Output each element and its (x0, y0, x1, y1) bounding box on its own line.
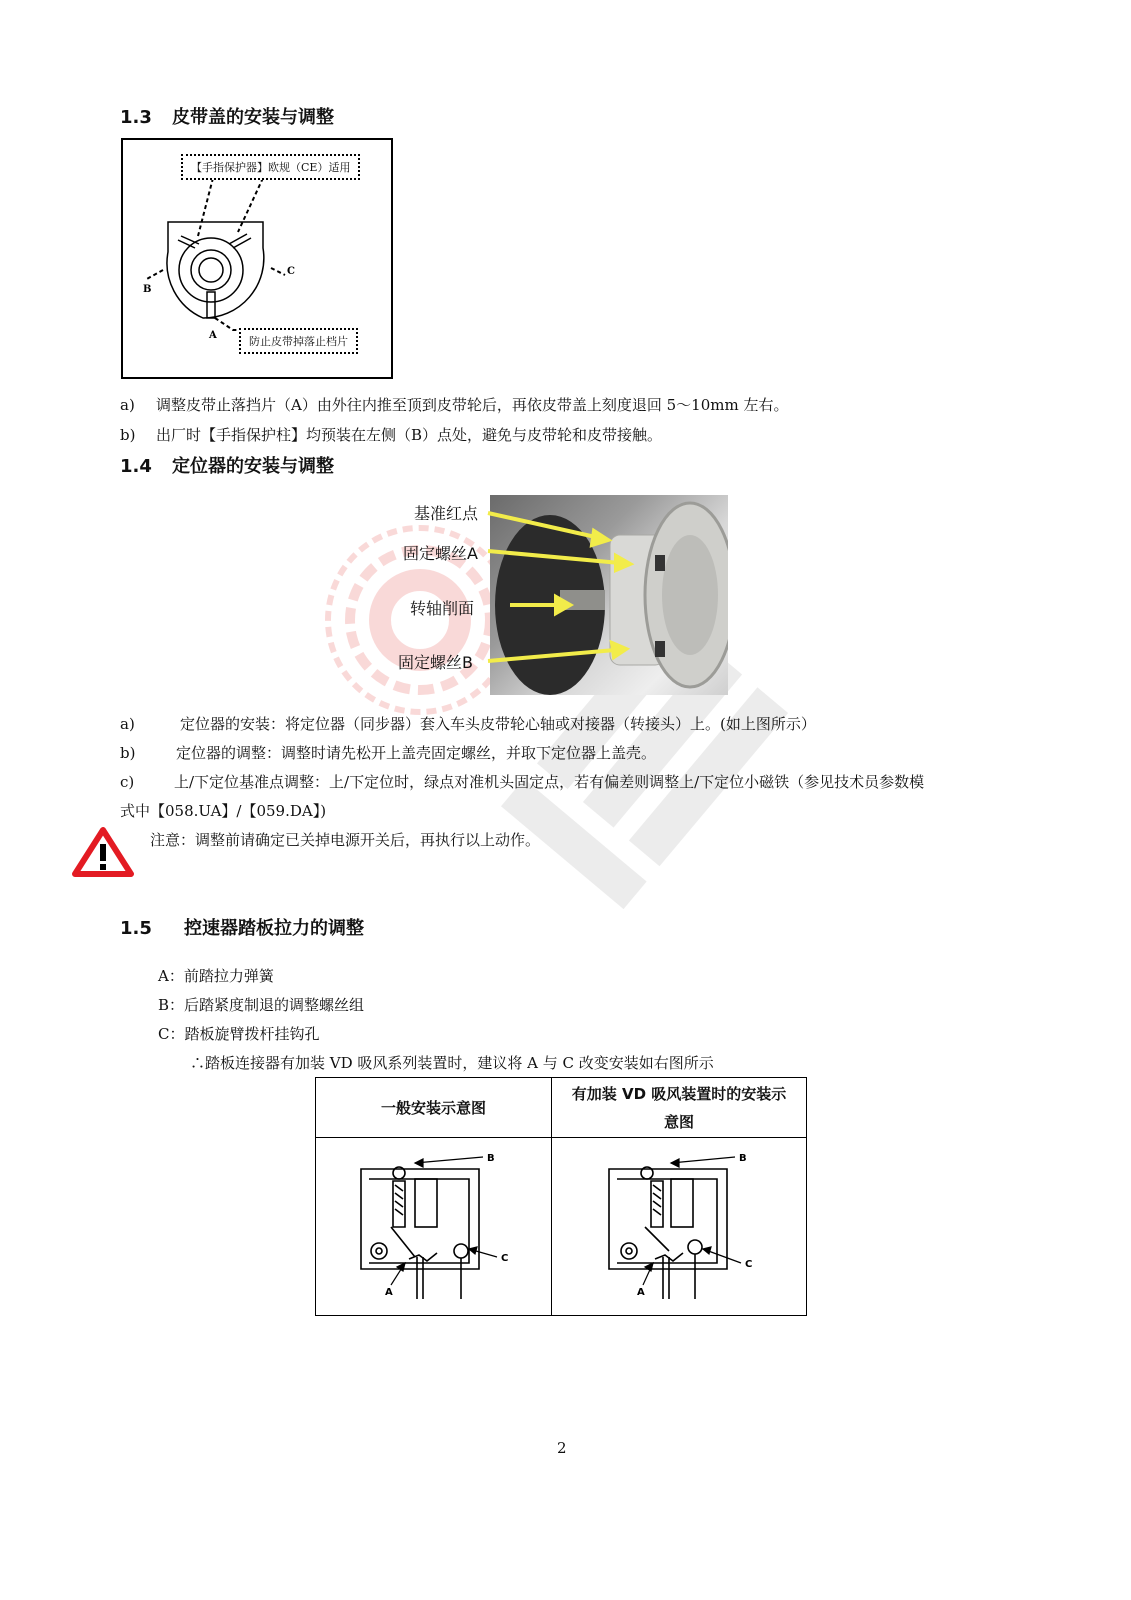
yellow-callout-arrows (480, 495, 660, 695)
s13-item-b: b) 出厂时【手指保护柱】均预装在左侧（B）点处，避免与皮带轮和皮带接触。 (120, 426, 663, 444)
page-number: 2 (557, 1439, 567, 1457)
mark-c-general: C (500, 1253, 508, 1264)
callout-red-dot: 基准红点 (414, 504, 479, 523)
table-header-vd: 有加装 VD 吸风装置时的安装示意图 (552, 1078, 807, 1138)
vd-installation-cell (552, 1138, 807, 1316)
mark-b: B (143, 284, 152, 295)
mark-b-vd: B (739, 1153, 747, 1164)
table-header-general: 一般安装示意图 (316, 1078, 552, 1138)
s15-item-a: A：前踏拉力弹簧 (158, 967, 274, 985)
s15-item-b: B：后踏紧度制退的调整螺丝组 (158, 996, 365, 1014)
s15-item-c: C：踏板旋臂拨杆挂钩孔 (158, 1025, 320, 1043)
vd-installation-diagram (559, 1139, 799, 1305)
section-heading-1-5: 1.5 控速器踏板拉力的调整 (120, 918, 364, 939)
s13-item-a: a) 调整皮带止落挡片（A）由外往内推至顶到皮带轮后，再依皮带盖上刻度退回 5～10mm 左右。 (120, 396, 789, 414)
callout-screw-b: 固定螺丝B (398, 653, 473, 672)
mark-c: C (287, 266, 295, 277)
mark-a-vd: A (637, 1287, 645, 1298)
s14-item-c: c) 上/下定位基准点调整：上/下定位时，绿点对准机头固定点，若有偏差则调整上/下定位小磁铁（参见技术员参数模 (120, 773, 925, 791)
section-heading-1-4: 1.4 定位器的安装与调整 (120, 456, 334, 477)
general-installation-cell (316, 1138, 552, 1316)
callout-screw-a: 固定螺丝A (403, 544, 478, 563)
mark-c-vd: C (745, 1259, 753, 1270)
general-installation-diagram (319, 1139, 549, 1305)
s15-note: ∴踏板连接器有加装 VD 吸风系列装置时，建议将 A 与 C 改变安装如右图所示 (190, 1054, 714, 1072)
s14-item-b: b) 定位器的调整：调整时请先松开上盖壳固定螺丝，并取下定位器上盖壳。 (120, 744, 657, 762)
warning-icon (72, 827, 134, 877)
warning-text: 注意：调整前请确定已关掉电源开关后，再执行以上动作。 (150, 831, 541, 849)
s14-item-c-cont: 式中【058.UA】/【059.DA】) (120, 802, 327, 820)
finger-guard-label: 【手指保护器】欧规（CE）适用 (181, 154, 360, 180)
s14-item-a: a) 定位器的安装：将定位器（同步器）套入车头皮带轮心轴或对接器（转接头）上。(如上图所示） (120, 715, 816, 733)
belt-cover-diagram (121, 138, 393, 379)
installation-table (315, 1077, 807, 1316)
belt-stopper-label: 防止皮带掉落止档片 (239, 328, 358, 354)
mark-b-general: B (486, 1153, 495, 1164)
section-heading-1-3: 1.3 皮带盖的安装与调整 (120, 107, 334, 128)
mark-a: A (209, 330, 217, 341)
callout-shaft-flat: 转轴削面 (410, 599, 475, 618)
mark-a-general: A (384, 1287, 393, 1298)
